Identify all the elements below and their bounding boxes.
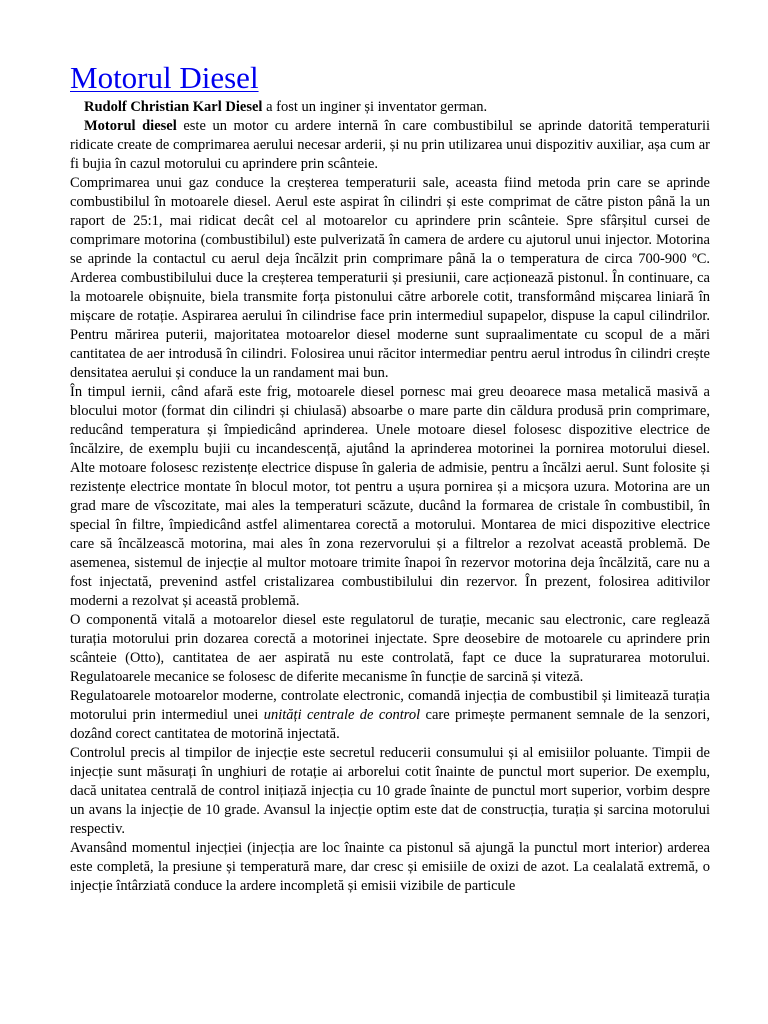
definition-paragraph	[70, 117, 710, 174]
injection-timing-paragraph: Controlul precis al timpilor de injecție este secretul reducerii consumului și al emisiilor poluante. Timpii de injecție sunt măsurați în unghiuri de rotație ai arborelui cotit înainte de punctul mort superior. De exemplu, dacă unitatea centrală de control inițiază injecția cu 10 grade înainte de punctul mort superior, vorbim despre un avans la injecție de 10 grade. Avansul la injecție optim este dat de construcția, turația și sarcina motorului respectiv.	[70, 745, 710, 837]
regulator-paragraph: O componentă vitală a motoarelor diesel este regulatorul de turație, mecanic sau electronic, care reglează turația motorului prin dozarea corectă a motorinei injectate. Spre deosebire de motoarele cu aprindere prin scânteie (Otto), cantitatea de aer aspirată nu este controlată, fapt ce duce la supraturarea motorului. Regulatoarele mecanice se folosesc de diferite mecanisme în funcție de sarcină și viteză.	[70, 612, 710, 685]
page-title	[70, 60, 710, 96]
control-unit-term: unități centrale de control	[263, 707, 421, 723]
intro-paragraph	[70, 98, 710, 117]
intro-text: a fost un inginer și inventator german.	[262, 99, 488, 115]
compression-paragraph: Comprimarea unui gaz conduce la creșterea temperaturii sale, aceasta fiind metoda prin care se aprinde combustibilul în motoarele diesel. Aerul este aspirat în cilindri și este comprimat de către piston până la un raport de 25:1, mai ridicat decât cel al motoarelor cu aprindere prin scânteie. Spre sfârșitul cursei de comprimare motorina (combustibilul) este pulverizată în camera de ardere cu ajutorul unui injector. Motorina se aprinde la contactul cu aerul deja încălzit prin comprimare până la o temperatura de circa 700-900 ºC. Arderea combustibilului duce la creșterea temperaturii și presiunii, care acționează pistonul. În continuare, ca la motoarele obișnuite, biela transmite forța pistonului către arborele cotit, transformând mișcarea liniară în mișcare de rotație. Aspirarea aerului în cilindrise face prin intermediul supapelor, dispuse la capul cilindrilor. Pentru mărirea puterii, majoritatea motoarelor diesel moderne sunt supraalimentate cu scopul de a mări cantitatea de aer introdusă în cilindri. Folosirea unui răcitor intermediar pentru aerul introdus în cilindri crește densitatea aerului și conduce la un randament mai bun.	[70, 175, 710, 381]
winter-paragraph: În timpul iernii, când afară este frig, motoarele diesel pornesc mai greu deoarece masa metalică masivă a blocului motor (format din cilindri și chiulasă) absoarbe o mare parte din căldura produsă prin comprimare, reducând temperatura și împiedicând aprinderea. Unele motoare diesel folosesc dispozitive electrice de încălzire, de exemplu bujii cu incandescență, ajutând la aprinderea motorinei la pornirea motorului diesel. Alte motoare folosesc rezistențe electrice dispuse în galeria de admisie, pentru a încălzi aerul. Sunt folosite și rezistențe electrice montate în blocul motor, tot pentru a ușura pornirea și a micșora uzura. Motorina are un grad mare de vîscozitate, mai ales la temperaturi scăzute, ducând la formarea de cristale în combustibil, în special în filtre, împiedicând astfel alimentarea corectă a motorului. Montarea de mici dispozitive electrice care să încălzească motorina, mai ales în zona rezervorului și a filtrelor a rezolvat această problemă. De asemenea, sistemul de injecție al multor motoare trimite înapoi în rezervor motorina deja încălzită, care nu a fost injectată, prevenind astfel cristalizarea combustibilului din rezervor. În prezent, folosirea aditivilor moderni a rezolvat și această problemă.	[70, 384, 710, 609]
title-link[interactable]: Motorul Diesel	[70, 60, 259, 95]
definition-text: este un motor cu ardere internă în care combustibilul se aprinde datorită temperaturii ridicate create de comprimarea aerului necesar arderii, și nu prin utilizarea unui dispozitiv auxiliar, așa cum ar fi bujia în cazul motorului cu aprindere prin scânteie.	[70, 118, 710, 172]
document-page	[70, 60, 710, 896]
definition-term: Motorul diesel	[84, 118, 177, 134]
injection-advance-paragraph: Avansând momentul injecției (injecția are loc înainte ca pistonul să ajungă la punctul mort interior) arderea este completă, la presiune și temperatură mare, dar cresc și emisiile de oxizi de azot. La cealalată extremă, o injecție întârziată conduce la ardere incompletă și emisii vizibile de particule	[70, 840, 710, 894]
electronic-regulator-paragraph	[70, 687, 710, 744]
person-name: Rudolf Christian Karl Diesel	[84, 99, 263, 115]
electronic-text-before: Regulatoarele motoarelor moderne, controlate electronic, comandă injecția de combustibil și limitează turația motorului prin intermediul unei	[70, 688, 710, 723]
electronic-text-after: care primește permanent semnale de la senzori, dozând corect cantitatea de motorină injectată.	[70, 707, 710, 742]
